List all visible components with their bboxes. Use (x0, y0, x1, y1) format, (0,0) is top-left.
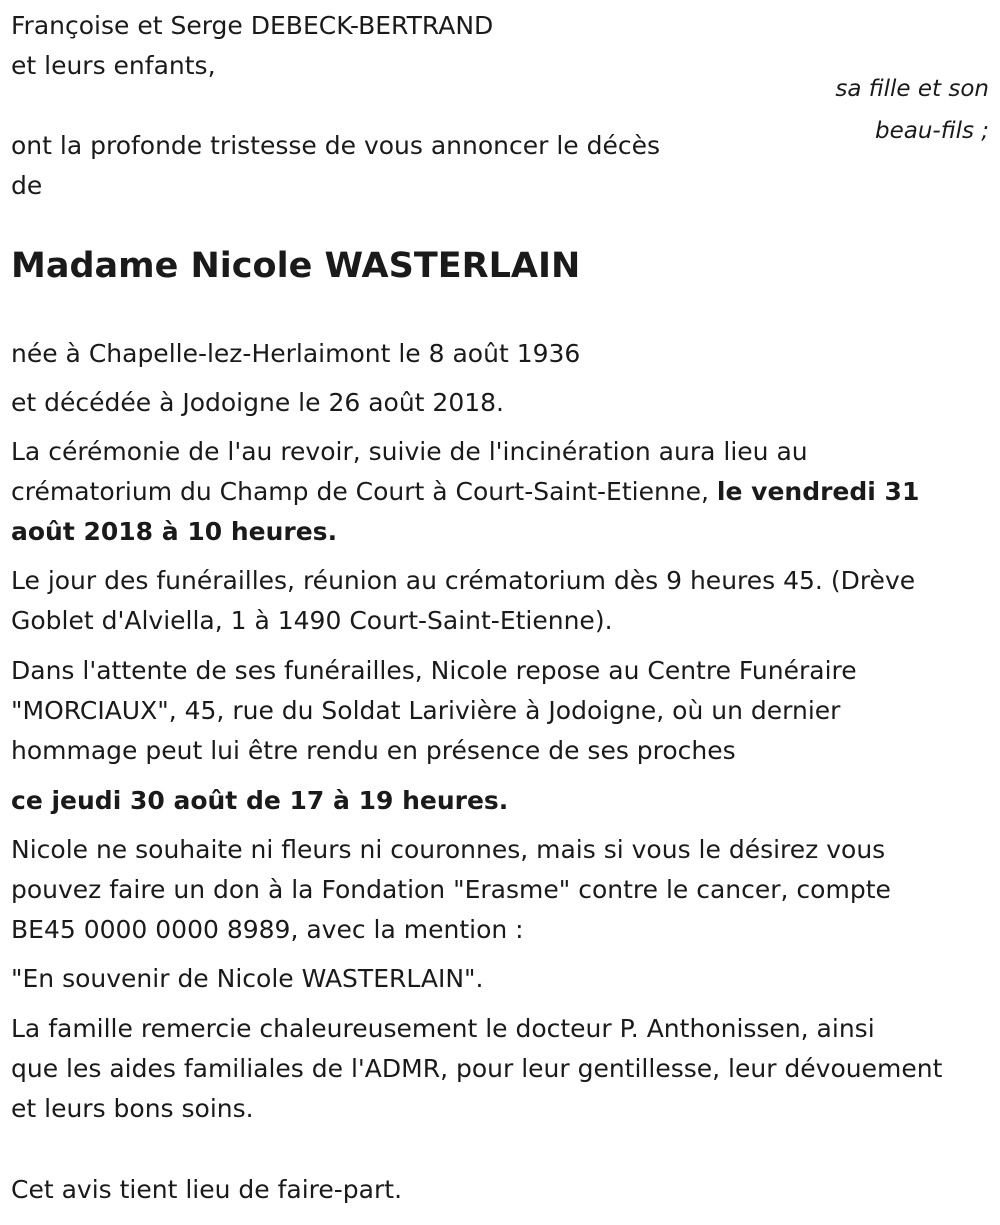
donation-line-1: Nicole ne souhaite ni fleurs ni couronnes, mais si vous le désirez vous (11, 835, 886, 864)
visit-time-text: ce jeudi 30 août de 17 à 19 heures. (11, 786, 509, 815)
donation-line-3: BE45 0000 0000 8989, avec la mention : (11, 915, 524, 944)
ceremony-date-start: le vendredi 31 (716, 477, 920, 506)
donation-mention: "En souvenir de Nicole WASTERLAIN". (11, 964, 484, 993)
family-names: Françoise et Serge DEBECK-BERTRAND (11, 11, 494, 40)
closing-note: Cet avis tient lieu de faire-part. (11, 1175, 403, 1204)
visit-time (11, 781, 508, 821)
birth-info: née à Chapelle-lez-Herlaimont le 8 août 1936 (11, 339, 581, 368)
repose-line-1: Dans l'attente de ses funérailles, Nicole repose au Centre Funéraire (11, 656, 857, 685)
funeral-day-line-1: Le jour des funérailles, réunion au crématorium dès 9 heures 45. (Drève (11, 566, 916, 595)
deceased-name: Madame Nicole WASTERLAIN (11, 246, 581, 286)
ceremony-location: crématorium du Champ de Court à Court-Saint-Etienne, (11, 477, 717, 506)
ceremony-line-1: La cérémonie de l'au revoir, suivie de l'incinération aura lieu au (11, 437, 808, 466)
repose-line-2: "MORCIAUX", 45, rue du Soldat Larivière à Jodoigne, où un dernier (11, 696, 841, 725)
thanks-line-1: La famille remercie chaleureusement le docteur P. Anthonissen, ainsi (11, 1014, 875, 1043)
relation-line-2: beau-fils ; (874, 118, 989, 144)
relation-line-1: sa fille et son (835, 76, 989, 102)
announcement-line-2: de (11, 171, 43, 200)
family-children: et leurs enfants, (11, 51, 216, 80)
ceremony-date-end: août 2018 à 10 heures. (11, 517, 338, 546)
death-info: et décédée à Jodoigne le 26 août 2018. (11, 388, 504, 417)
repose-line-3: hommage peut lui être rendu en présence de ses proches (11, 736, 736, 765)
thanks-line-2: que les aides familiales de l'ADMR, pour leur gentillesse, leur dévouement (11, 1054, 943, 1083)
funeral-day-line-2: Goblet d'Alviella, 1 à 1490 Court-Saint-Etienne). (11, 606, 613, 635)
donation-line-2: pouvez faire un don à la Fondation "Erasme" contre le cancer, compte (11, 875, 891, 904)
ceremony-line-3 (11, 512, 337, 552)
thanks-line-3: et leurs bons soins. (11, 1094, 254, 1123)
announcement-line-1: ont la profonde tristesse de vous annoncer le décès (11, 131, 661, 160)
ceremony-line-2 (11, 472, 919, 512)
